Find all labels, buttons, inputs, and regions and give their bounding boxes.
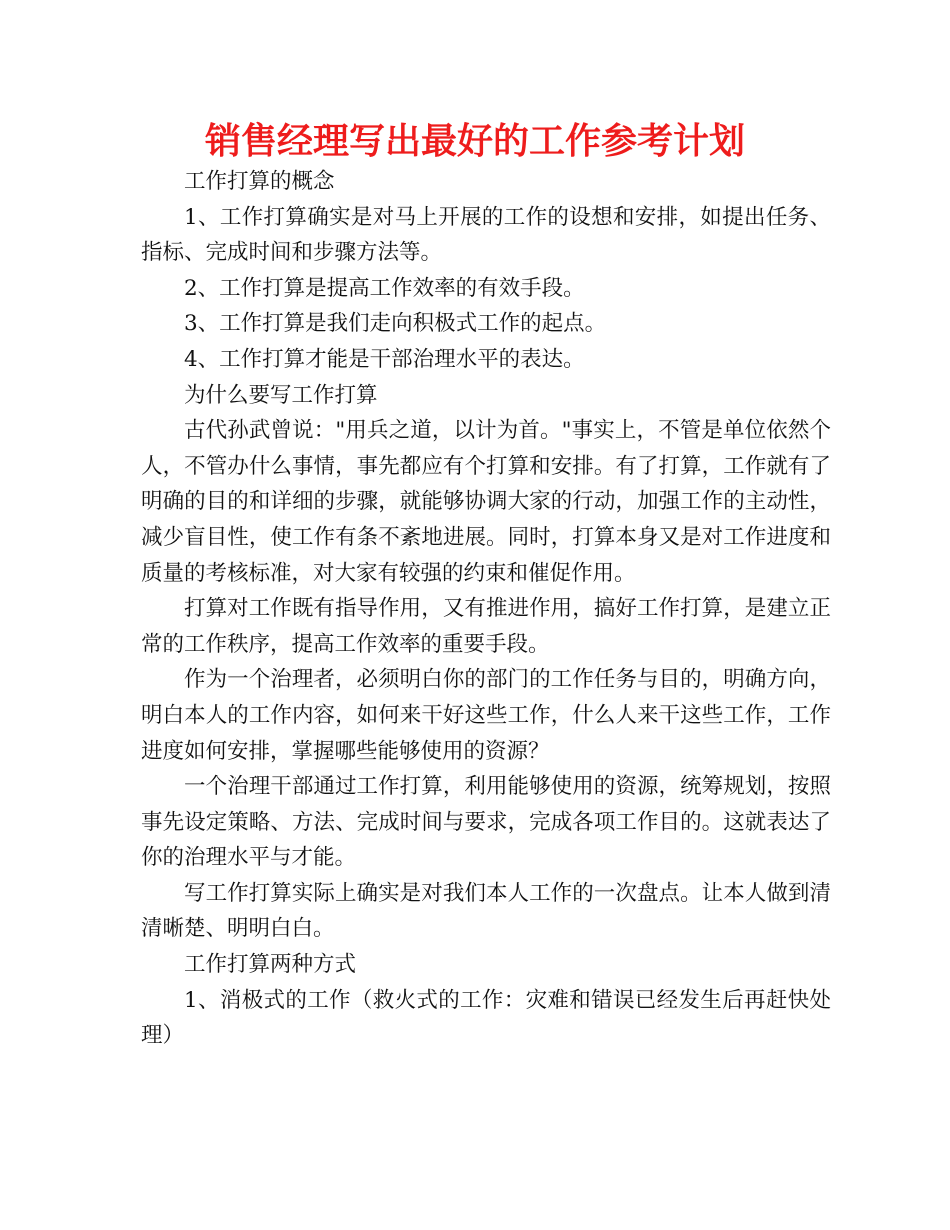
list-item-1: 1、工作打算确实是对马上开展的工作的设想和安排，如提出任务、指标、完成时间和步骤方法等。	[141, 204, 831, 266]
section-heading-why: 为什么要写工作打算	[184, 382, 378, 408]
list-item-4: 4、工作打算才能是干部治理水平的表达。	[184, 346, 585, 372]
document-body	[141, 164, 831, 1054]
paragraph-guidance-role: 打算对工作既有指导作用，又有推进作用，搞好工作打算，是建立正常的工作秩序，提高工作效率的重要手段。	[141, 596, 831, 657]
section-heading-two-modes: 工作打算两种方式	[184, 952, 357, 978]
document-title: 销售经理写出最好的工作参考计划	[204, 121, 745, 162]
paragraph-manager-duties: 作为一个治理者，必须明白你的部门的工作任务与目的，明确方向，明白本人的工作内容，如何来干好这些工作，什么人来干这些工作，工作进度如何安排，掌握哪些能够使用的资源？	[141, 667, 831, 764]
list-item-2: 2、工作打算是提高工作效率的有效手段。	[184, 275, 585, 301]
paragraph-sunwu-quote: 古代孙武曾说："用兵之道，以计为首。"事实上，不管是单位依然个人，不管办什么事情，事先都应有个打算和安排。有了打算，工作就有了明确的目的和详细的步骤，就能够协调大家的行动，加强工作的主动性，减少盲目性，使工作有条不紊地进展。同时，打算本身又是对工作进度和质量的考核标准，对大家有较强的约束和催促作用。	[141, 418, 831, 586]
paragraph-manager-ability: 一个治理干部通过工作打算，利用能够使用的资源，统筹规划，按照事先设定策略、方法、完成时间与要求，完成各项工作目的。这就表达了你的治理水平与才能。	[141, 774, 831, 871]
section-heading-concept: 工作打算的概念	[184, 169, 335, 194]
list-item-passive-work: 1、消极式的工作（救火式的工作：灾难和错误已经发生后再赶快处理）	[141, 987, 831, 1049]
list-item-3: 3、工作打算是我们走向积极式工作的起点。	[184, 311, 607, 337]
paragraph-self-review: 写工作打算实际上确实是对我们本人工作的一次盘点。让本人做到清清晰楚、明明白白。	[141, 880, 831, 942]
